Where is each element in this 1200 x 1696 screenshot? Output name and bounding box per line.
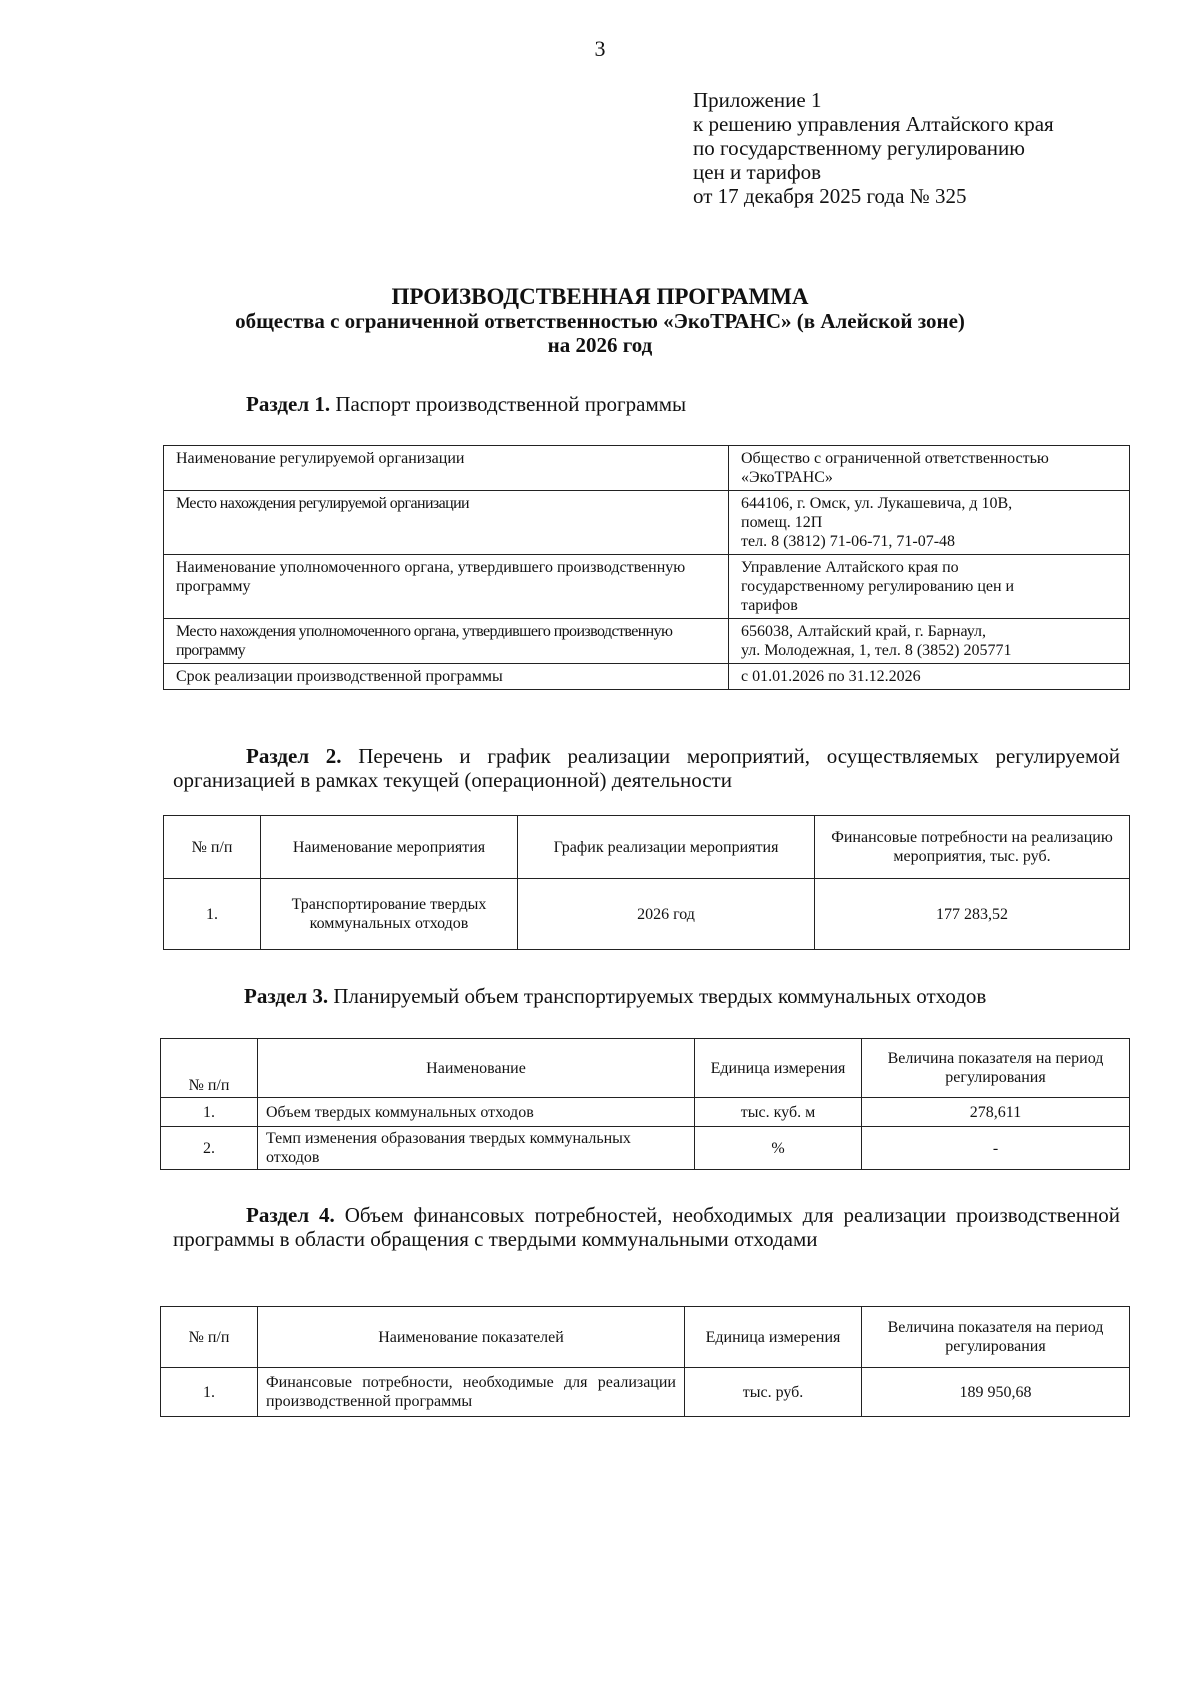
table-row xyxy=(164,619,1130,664)
page-number: 3 xyxy=(594,36,606,61)
passport-value xyxy=(729,491,1130,555)
table-cell: 177 283,52 xyxy=(815,879,1130,950)
passport-value xyxy=(729,555,1130,619)
column-header: Единица измерения xyxy=(685,1307,862,1368)
column-header: Наименование показателей xyxy=(258,1307,685,1368)
passport-key: Место нахождения уполномоченного органа, утвердившего производственную программу xyxy=(164,619,729,664)
passport-value-line: ул. Молодежная, 1, тел. 8 (3852) 205771 xyxy=(741,642,1012,659)
passport-key: Наименование уполномоченного органа, утвердившего производственную программу xyxy=(164,555,729,619)
passport-value-line: тарифов xyxy=(741,597,798,614)
table-cell: 2026 год xyxy=(518,879,815,950)
passport-key: Наименование регулируемой организации xyxy=(164,446,729,491)
financial-table xyxy=(160,1306,1130,1417)
table-header-row xyxy=(161,1039,1130,1098)
table-row xyxy=(164,491,1130,555)
section-4-label: Раздел 4. xyxy=(246,1203,335,1227)
title-line-1: ПРОИЗВОДСТВЕННАЯ ПРОГРАММА xyxy=(391,284,809,309)
table-cell: тыс. куб. м xyxy=(695,1098,862,1127)
table-header-row xyxy=(164,816,1130,879)
volume-table xyxy=(160,1038,1130,1170)
column-header: № п/п xyxy=(164,816,261,879)
table-header-row xyxy=(161,1307,1130,1368)
table-cell: - xyxy=(862,1127,1130,1170)
passport-key: Срок реализации производственной программы xyxy=(164,664,729,690)
section-1-text: Паспорт производственной программы xyxy=(330,392,687,416)
table-cell: Темп изменения образования твердых коммунальных отходов xyxy=(258,1127,695,1170)
passport-value-line: помещ. 12П xyxy=(741,514,823,531)
passport-value xyxy=(729,619,1130,664)
section-3-text: Планируемый объем транспортируемых твердых коммунальных отходов xyxy=(328,984,987,1008)
table-row xyxy=(164,446,1130,491)
table-cell: тыс. руб. xyxy=(685,1368,862,1417)
section-4-heading xyxy=(173,1203,1120,1251)
measures-table xyxy=(163,815,1130,950)
table-row xyxy=(161,1127,1130,1170)
column-header: Финансовые потребности на реализацию мероприятия, тыс. руб. xyxy=(815,816,1130,879)
appendix-line: цен и тарифов xyxy=(693,160,822,184)
table-row xyxy=(164,555,1130,619)
table-cell: 1. xyxy=(164,879,261,950)
section-4-text: Объем финансовых потребностей, необходимых для реализации производственной программы в области обращения с твердыми коммунальными отходами xyxy=(173,1203,1120,1251)
table-cell: 2. xyxy=(161,1127,258,1170)
section-2-text: Перечень и график реализации мероприятий, осуществляемых регулируемой организацией в рамках текущей (операционной) деятельности xyxy=(173,744,1120,792)
passport-value-line: государственному регулированию цен и xyxy=(741,578,1015,595)
table-row xyxy=(164,664,1130,690)
appendix-block xyxy=(693,88,1054,208)
column-header: № п/п xyxy=(161,1039,258,1098)
appendix-line: к решению управления Алтайского края xyxy=(693,112,1054,136)
title-line-3: на 2026 год xyxy=(547,333,653,357)
section-2-label: Раздел 2. xyxy=(246,744,342,768)
table-cell: Транспортирование твердых коммунальных отходов xyxy=(261,879,518,950)
document-title xyxy=(0,285,1200,357)
table-row xyxy=(164,879,1130,950)
table-cell: 1. xyxy=(161,1368,258,1417)
passport-value-line: Управление Алтайского края по xyxy=(741,559,959,576)
passport-value-line: Общество с ограниченной ответственностью xyxy=(741,450,1049,467)
passport-table xyxy=(163,445,1130,690)
table-cell: 189 950,68 xyxy=(862,1368,1130,1417)
section-1-label: Раздел 1. xyxy=(246,392,331,416)
passport-value-line: тел. 8 (3812) 71-06-71, 71-07-48 xyxy=(741,533,956,550)
table-cell: Объем твердых коммунальных отходов xyxy=(258,1098,695,1127)
table-cell: % xyxy=(695,1127,862,1170)
table-cell: 1. xyxy=(161,1098,258,1127)
appendix-line: по государственному регулированию xyxy=(693,136,1025,160)
section-1-heading xyxy=(246,392,686,416)
passport-key: Место нахождения регулируемой организации xyxy=(164,491,729,555)
passport-value-line: «ЭкоТРАНС» xyxy=(741,469,833,486)
table-cell: 278,611 xyxy=(862,1098,1130,1127)
passport-value-line: 644106, г. Омск, ул. Лукашевича, д 10В, xyxy=(741,495,1013,512)
column-header: График реализации мероприятия xyxy=(518,816,815,879)
column-header: Величина показателя на период регулирования xyxy=(862,1039,1130,1098)
passport-value-line: 656038, Алтайский край, г. Барнаул, xyxy=(741,623,987,640)
title-line-2: общества с ограниченной ответственностью «ЭкоТРАНС» (в Алейской зоне) xyxy=(235,309,965,333)
column-header: Наименование мероприятия xyxy=(261,816,518,879)
section-3-label: Раздел 3. xyxy=(244,984,329,1008)
passport-value xyxy=(729,664,1130,690)
section-3-heading xyxy=(244,984,986,1008)
column-header: Наименование xyxy=(258,1039,695,1098)
table-row xyxy=(161,1368,1130,1417)
passport-value xyxy=(729,446,1130,491)
table-cell: Финансовые потребности, необходимые для реализации производственной программы xyxy=(258,1368,685,1417)
column-header: Величина показателя на период регулирования xyxy=(862,1307,1130,1368)
column-header: № п/п xyxy=(161,1307,258,1368)
section-2-heading xyxy=(173,744,1120,792)
passport-value-line: с 01.01.2026 по 31.12.2026 xyxy=(741,668,921,685)
column-header: Единица измерения xyxy=(695,1039,862,1098)
appendix-line: от 17 декабря 2025 года № 325 xyxy=(693,184,967,208)
table-row xyxy=(161,1098,1130,1127)
appendix-line: Приложение 1 xyxy=(693,88,822,112)
